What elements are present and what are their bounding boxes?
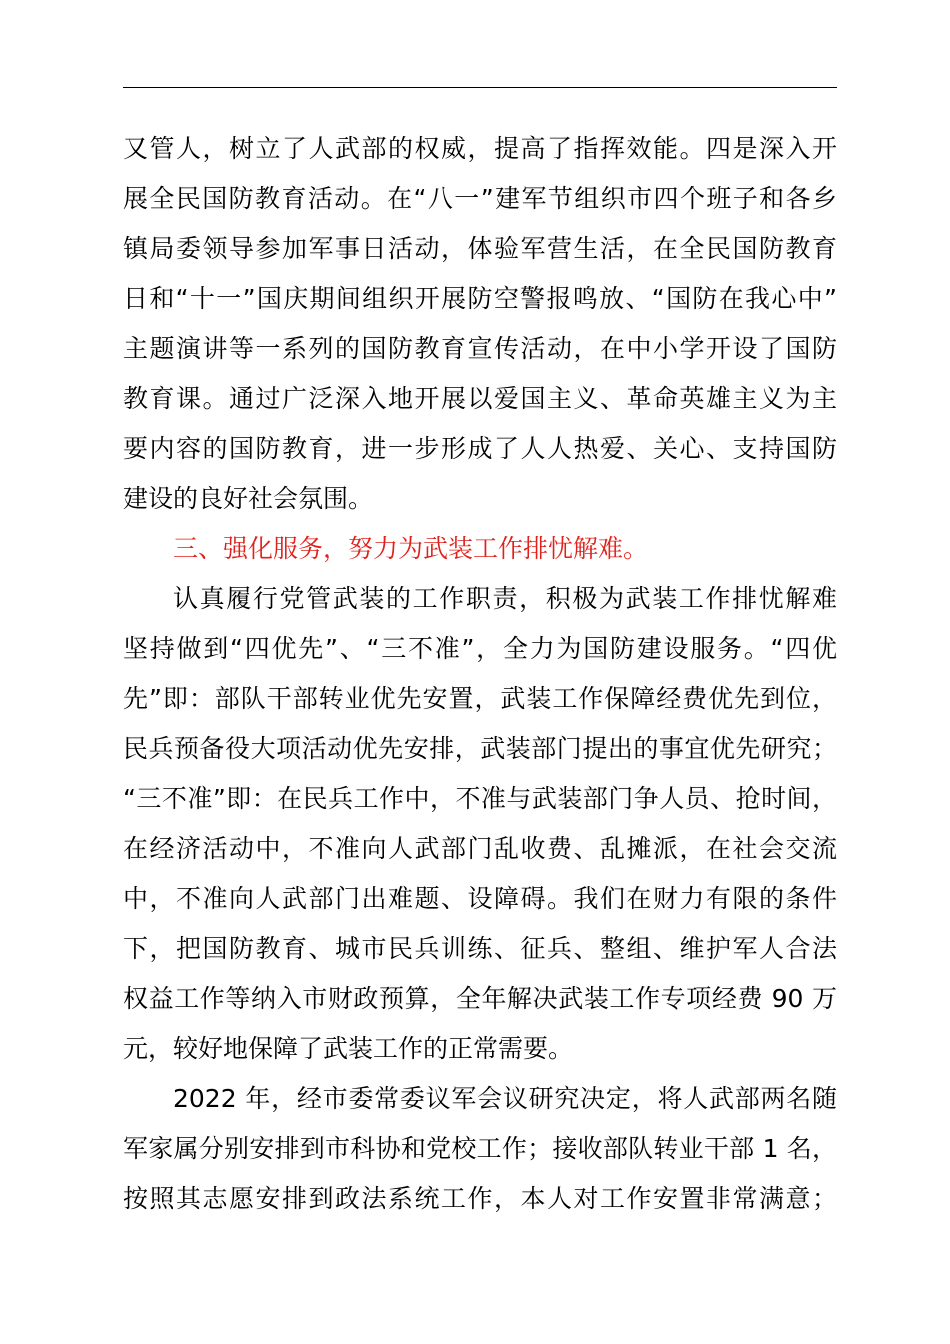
text-line: 下，把国防教育、城市民兵训练、征兵、整组、维护军人合法: [123, 934, 837, 963]
text-line: 建设的良好社会氛围。: [123, 484, 374, 513]
text-line: 民兵预备役大项活动优先安排，武装部门提出的事宜优先研究；: [123, 734, 837, 763]
text-line: 先”即：部队干部转业优先安置，武装工作保障经费优先到位，: [123, 684, 837, 713]
text-line: 日和“十一”国庆期间组织开展防空警报鸣放、“国防在我心中”: [123, 284, 837, 313]
text-line: 中，不准向人武部门出难题、设障碍。我们在财力有限的条件: [123, 884, 837, 913]
text-line: 要内容的国防教育，进一步形成了人人热爱、关心、支持国防: [123, 434, 837, 463]
text-line: 主题演讲等一系列的国防教育宣传活动，在中小学开设了国防: [123, 334, 837, 363]
text-line: “三不准”即：在民兵工作中，不准与武装部门争人员、抢时间，: [123, 784, 837, 813]
header-rule: [123, 87, 837, 88]
text-line: 又管人，树立了人武部的权威，提高了指挥效能。四是深入开: [123, 134, 837, 163]
text-line: 镇局委领导参加军事日活动，体验军营生活，在全民国防教育: [123, 234, 837, 263]
text-line: 坚持做到“四优先”、“三不准”，全力为国防建设服务。“四优: [123, 634, 837, 663]
text-line: 认真履行党管武装的工作职责，积极为武装工作排忧解难: [173, 584, 837, 613]
text-line: 元，较好地保障了武装工作的正常需要。: [123, 1034, 574, 1063]
text-line: 按照其志愿安排到政法系统工作，本人对工作安置非常满意；: [123, 1184, 837, 1213]
section-heading: 三、强化服务，努力为武装工作排忧解难。: [173, 534, 649, 563]
text-line: 军家属分别安排到市科协和党校工作；接收部队转业干部 1 名，: [123, 1134, 837, 1163]
text-line: 教育课。通过广泛深入地开展以爱国主义、革命英雄主义为主: [123, 384, 837, 413]
text-line: 展全民国防教育活动。在“八一”建军节组织市四个班子和各乡: [123, 184, 837, 213]
text-line: 2022 年，经市委常委议军会议研究决定，将人武部两名随: [173, 1084, 837, 1113]
text-line: 在经济活动中，不准向人武部门乱收费、乱摊派，在社会交流: [123, 834, 837, 863]
text-line: 权益工作等纳入市财政预算，全年解决武装工作专项经费 90 万: [123, 984, 837, 1013]
